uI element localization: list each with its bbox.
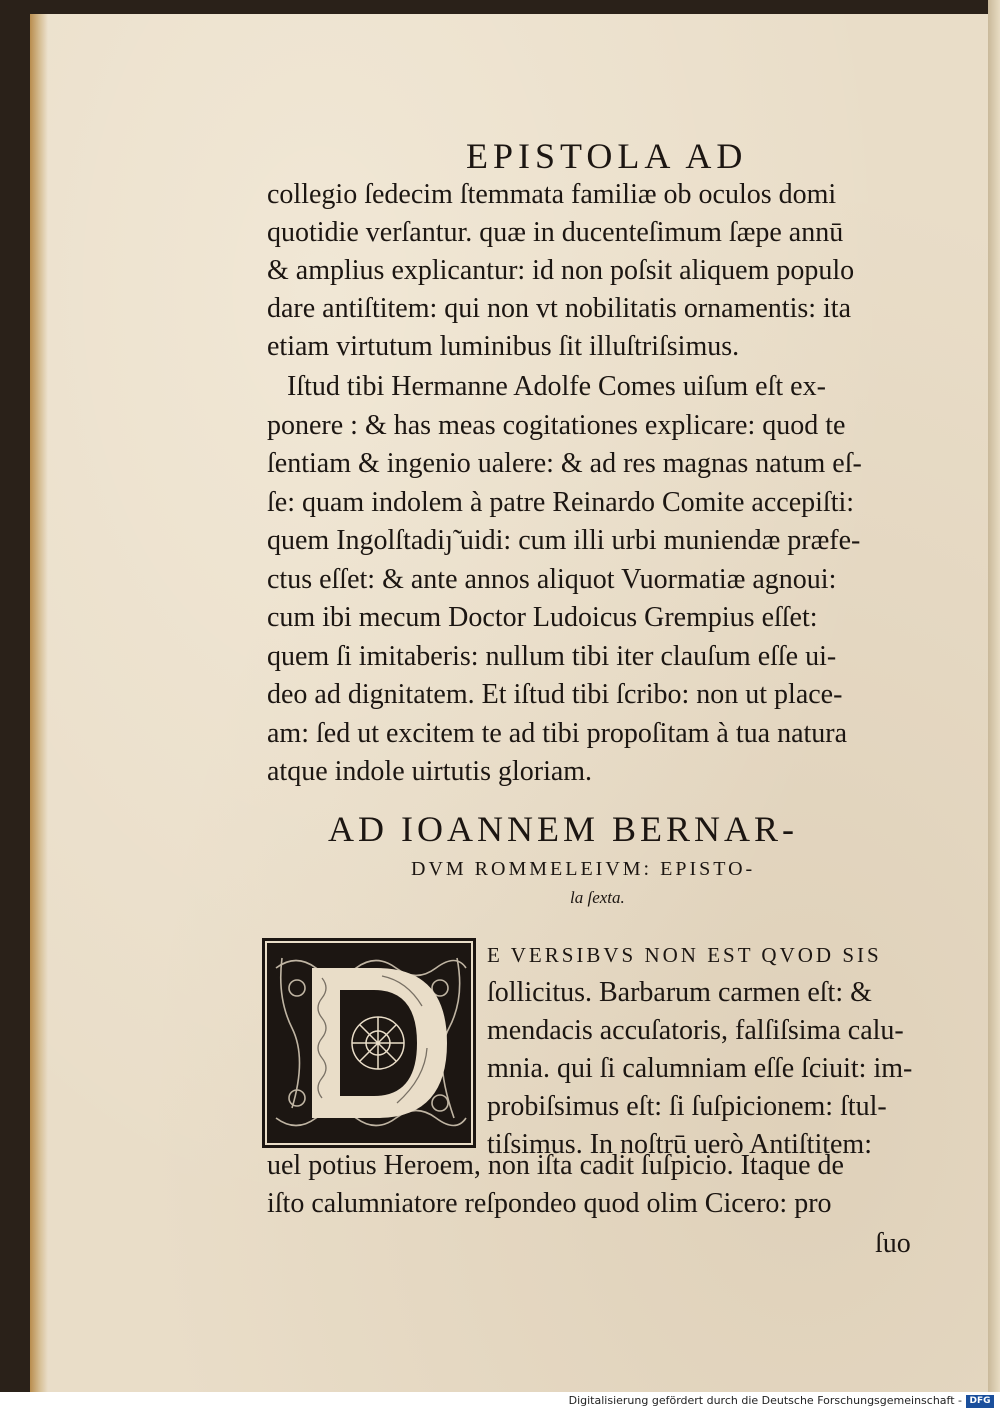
text-line: ponere : & has meas cogitationes explicare: quod te xyxy=(267,409,846,441)
floral-initial-icon xyxy=(262,938,476,1148)
text-line: ctus eſſet: & ante annos aliquot Vuormatiæ agnoui: xyxy=(267,563,837,595)
paragraph-4 xyxy=(267,1147,967,1223)
letter-heading-line-1: AD IOANNEM BERNAR- xyxy=(328,809,798,849)
text-line: E VERSIBVS NON EST QVOD SIS xyxy=(487,943,882,967)
letter-heading-line-3: la ſexta. xyxy=(570,888,625,907)
page-edge xyxy=(988,0,1000,1411)
text-line: mnia. qui ſi calumniam eſſe ſciuit: im- xyxy=(487,1053,913,1084)
decorated-initial-d xyxy=(262,938,476,1148)
text-line: quem ſi imitaberis: nullum tibi iter clauſum eſſe ui- xyxy=(267,640,837,672)
text-line: iſto calumniatore reſpondeo quod olim Cicero: pro xyxy=(267,1188,832,1219)
text-line: & amplius explicantur: id non poſsit aliquem populo xyxy=(267,255,855,286)
text-line: Iſtud tibi Hermanne Adolfe Comes uiſum eſt ex- xyxy=(287,371,826,402)
text-line: dare antiſtitem: qui non vt nobilitatis ornamentis: ita xyxy=(267,293,852,324)
paragraph-2 xyxy=(267,368,967,792)
text-line: etiam virtutum luminibus ſit illuſtriſsimus. xyxy=(267,331,740,362)
digitization-credit: Digitalisierung gefördert durch die Deutsche Forschungsgemeinschaft - xyxy=(568,1394,962,1407)
text-line: collegio ſedecim ſtemmata familiæ ob oculos domi xyxy=(267,179,837,210)
dfg-logo: DFG xyxy=(966,1395,994,1408)
text-line: quem Ingolſtadiȷ̃ uidi: cum illi urbi muniendæ præfe- xyxy=(267,525,861,556)
text-line: deo ad dignitatem. Et iſtud tibi ſcribo: non ut place- xyxy=(267,679,843,710)
text-line: ſollicitus. Barbarum carmen eſt: & xyxy=(487,977,872,1008)
text-line: cum ibi mecum Doctor Ludoicus Grempius eſſet: xyxy=(267,602,818,633)
text-line: ſe: quam indolem à patre Reinardo Comite accepiſti: xyxy=(267,486,855,518)
letter-heading-line-2: DVM ROMMELEIVM: EPISTO- xyxy=(411,858,756,880)
catchword: ſuo xyxy=(875,1228,911,1259)
text-line: probiſsimus eſt: ſi ſuſpicionem: ſtul- xyxy=(487,1091,887,1122)
text-line: uel potius Heroem, non iſta cadit ſuſpicio. Itaque de xyxy=(267,1150,844,1181)
text-line: ſentiam & ingenio ualere: & ad res magnas natum eſ- xyxy=(267,448,862,479)
text-line: tiſsimus. In noſtrū uerò Antiſtitem: xyxy=(487,1129,872,1160)
running-head: EPISTOLA AD xyxy=(466,136,748,176)
text-line: atque indole uirtutis gloriam. xyxy=(267,756,593,787)
page-spine-shadow xyxy=(30,14,48,1392)
text-line: quotidie verſantur. quæ in ducenteſimum ſæpe annū xyxy=(267,217,844,248)
paragraph-1 xyxy=(267,176,967,366)
text-line: mendacis accuſatoris, falſiſsima calu- xyxy=(487,1015,904,1046)
text-line: am: ſed ut excitem te ad tibi propoſitam à tua natura xyxy=(267,717,848,749)
paragraph-3 xyxy=(487,936,967,1164)
